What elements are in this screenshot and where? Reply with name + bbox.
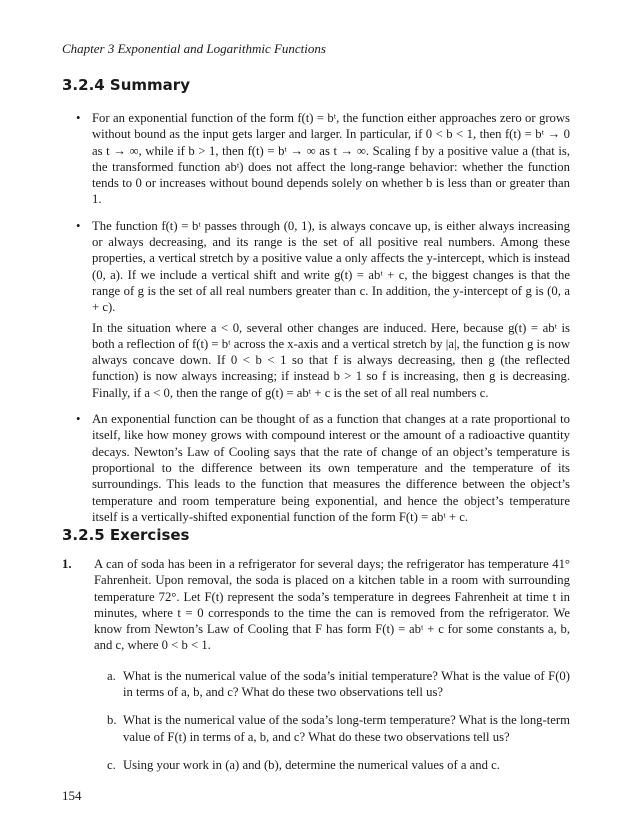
exercise-text: A can of soda has been in a refrigerator for several days; the refrigerator has temperature 41° Fahrenheit. Upon removal, the soda is placed on a kitchen table in a room with surrounding temperature 72°. Let F(t) represent the soda’s temperature in degrees Fahrenheit at time t in minutes, where t = 0 corresponds to the time the can is removed from the refrigerator. We know from Newton’s Law of Cooling that F has form F(t) = abᵗ + c for some constants a, b, and c, where 0 < b < 1. [94,557,570,653]
exercise-number: 1. [62,557,72,571]
summary-bullet-2 [62,218,570,401]
summary-list [62,110,570,535]
summary-paragraph: • For an exponential function of the form f(t) = bᵗ, the function either approaches zero or grows without bound as the input gets larger and larger. In particular, if 0 < b < 1, then f(t) = bᵗ → 0 as t → ∞, while if b > 1, then f(t) = bᵗ → ∞ as t → ∞. Scaling f by a positive value a (that is, the transformed function abᵗ) does not affect the long-range behavior: whether the function tends to 0 or increases without bound depends solely on whether b is less than or greater than 1. [92,111,570,207]
exercises-heading: 3.2.5 Exercises [62,526,190,544]
part-text: What is the numerical value of the soda’s initial temperature? What is the value of F(0) in terms of a, b, and c? What do these two observations tell us? [123,668,570,700]
summary-paragraph: • An exponential function can be thought of as a function that changes at a rate proportional to itself, like how money grows with compound interest or the amount of a radioactive quantity decays. Newton’s Law of Cooling says that the rate of change of an object’s temperature is proportional to the difference between its own temperature and the temperature of its surroundings. This leads to the function that measures the difference between the object’s temperature and room temperature being exponential, and hence the object’s temperature itself is a vertically-shifted exponential function of the form F(t) = abᵗ + c. [92,412,570,524]
summary-bullet-1 [62,110,570,208]
summary-heading: 3.2.4 Summary [62,76,190,94]
summary-paragraph: • The function f(t) = bᵗ passes through (0, 1), is always concave up, is either always increasing or always decreasing, and its range is the set of all positive real numbers. Among these properties, a vertical stretch by a positive value a only affects the y-intercept, which is instead (0, a). If we include a vertical shift and write g(t) = abᵗ + c, the biggest changes is that the range of g is the set of all real numbers greater than c. In addition, the y-intercept of g is (0, a + c). [92,218,570,315]
part-text: Using your work in (a) and (b), determine the numerical values of a and c. [123,757,500,772]
part-label: b. [107,713,117,728]
exercise-part-a [107,668,570,701]
part-label: a. [107,668,116,683]
page-number: 154 [62,788,82,803]
summary-bullet-3 [62,411,570,525]
part-text: What is the numerical value of the soda’s long-term temperature? What is the long-term value of F(t) in terms of a, b, and c? What do these two observations tell us? [123,713,570,744]
exercise-part-c [107,757,570,773]
part-label: c. [107,757,116,772]
exercise-part-b [107,712,570,745]
exercise-parts [107,668,570,773]
summary-paragraph: In the situation where a < 0, several other changes are induced. Here, because g(t) = abᵗ is both a reflection of f(t) = bᵗ across the x-axis and a vertical stretch by |a|, the function g is now always concave down. If 0 < b < 1 so that f is always decreasing, then g (the reflected function) is now always increasing; if instead b > 1 so f is increasing, then g is decreasing. Finally, if a < 0, then the range of g(t) = abᵗ + c is the set of all real numbers c. [92,320,570,400]
running-head: Chapter 3 Exponential and Logarithmic Functions [62,41,326,56]
exercise-1 [62,556,570,785]
